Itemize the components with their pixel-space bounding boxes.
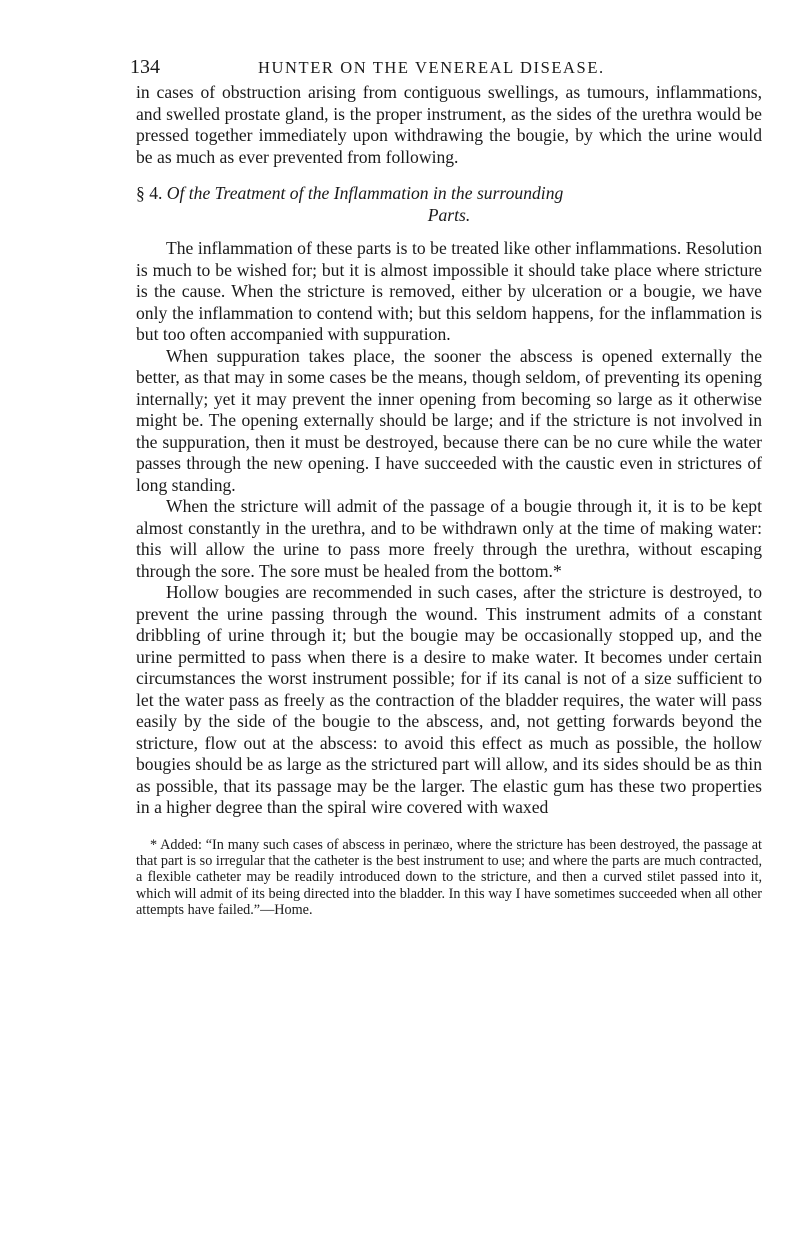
- paragraph: Hollow bougies are recommended in such cases, after the stricture is destroyed, to prevent the urine passing through the wound. This instrument admits of a constant dribbling of urine through it; but the bougie may be occasionally stopped up, and the urine permitted to pass when there is a desire to make water. It becomes under certain circumstances the worst instrument possible; for if its canal is not of a size sufficient to let the water pass as freely as the contraction of the bladder requires, the water will pass easily by the side of the bougie to the abscess, and, not getting forwards beyond the stricture, flow out at the abscess: to avoid this effect as much as possible, the hollow bougies should be as large as the strictured part will allow, and its sides should be as thin as possible, that its passage may be the larger. The elastic gum has these two properties in a higher degree than the spiral wire covered with waxed: [136, 582, 762, 817]
- paragraph: The inflammation of these parts is to be treated like other inflammations. Resolution is much to be wished for; but it is almost impossible it should take place where stricture is the cause. When the stricture is removed, either by ulceration or a bougie, we have only the inflammation to contend with; but this seldom happens, for the inflammation is but too often accompanied with suppuration.: [136, 238, 762, 344]
- footnote: * Added: “In many such cases of abscess in perinæo, where the stricture has been destroyed, the passage at that part is so irregular that the catheter is the best instrument to use; and where the parts are much contracted, a flexible catheter may be readily introduced down to the stricture, and then a curved stilet passed into it, which will admit of its being directed into the bladder. In this way I have sometimes succeeded when all other attempts have failed.”—Home.: [136, 836, 762, 919]
- paragraph: When the stricture will admit of the passage of a bougie through it, it is to be kept almost constantly in the urethra, and to be withdrawn only at the time of making water: this will allow the urine to pass more freely through the urethra, without escaping through the sore. The sore must be healed from the bottom.*: [136, 496, 762, 581]
- paragraph: When suppuration takes place, the sooner the abscess is opened externally the better, as that may in some cases be the means, though seldom, of preventing its opening internally; yet it may prevent the inner opening from becoming so large as it otherwise might be. The opening externally should be large; and if the stricture is not involved in the suppuration, then it must be destroyed, because there can be no cure while the water passes through the new opening. I have succeeded with the caustic even in strictures of long standing.: [136, 345, 762, 495]
- paragraph-continuation: in cases of obstruction arising from contiguous swellings, as tumours, inflammations, and swelled prostate gland, is the proper instrument, as the sides of the urethra would be pressed together immediately upon withdrawing the bougie, by which the urine would be as much as ever prevented from following.: [136, 82, 762, 167]
- book-page: [130, 48, 762, 919]
- section-number: § 4.: [136, 183, 163, 203]
- section-title: Of the Treatment of the Inflammation in the surrounding: [166, 183, 564, 203]
- running-head: [130, 48, 762, 82]
- page-number: 134: [130, 56, 160, 78]
- running-title: HUNTER ON THE VENEREAL DISEASE.: [258, 58, 605, 77]
- section-title-continuation: Parts.: [427, 204, 471, 225]
- footnote-block: [136, 837, 762, 919]
- section-heading: [136, 183, 762, 226]
